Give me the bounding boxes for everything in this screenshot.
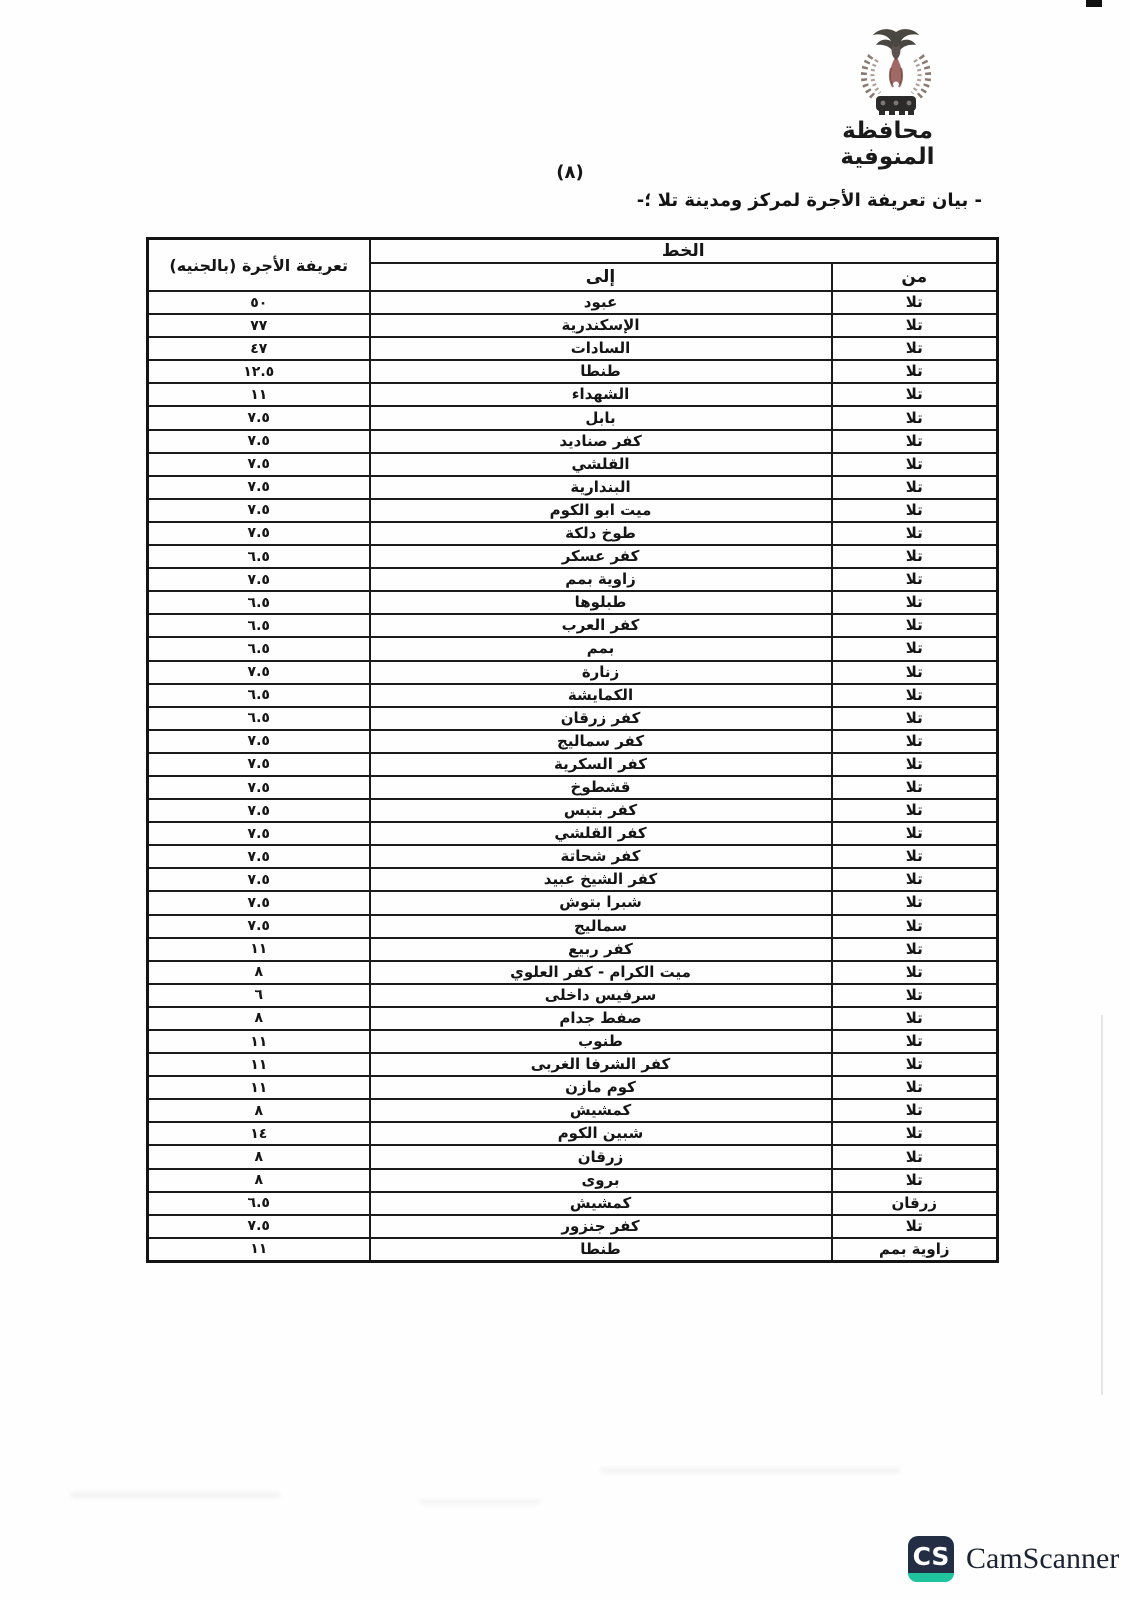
from-cell: تلا [832, 753, 998, 776]
governorate-emblem-icon [850, 24, 942, 120]
destination-cell: سرفيس داخلى [370, 984, 832, 1007]
fare-value-cell: ٦.٥ [148, 684, 370, 707]
destination-cell: كوم مازن [370, 1076, 832, 1099]
destination-cell: السادات [370, 337, 832, 360]
scan-smudge [420, 1500, 540, 1504]
from-cell: تلا [832, 707, 998, 730]
from-cell: تلا [832, 1099, 998, 1122]
fare-table-row [148, 1145, 998, 1168]
fare-table-row [148, 291, 998, 314]
fare-table-row [148, 961, 998, 984]
from-cell: تلا [832, 522, 998, 545]
destination-cell: عبود [370, 291, 832, 314]
destination-cell: كفر سماليج [370, 730, 832, 753]
from-cell: تلا [832, 684, 998, 707]
fare-value-cell: ٦.٥ [148, 614, 370, 637]
from-cell: تلا [832, 1076, 998, 1099]
fare-value-cell: ١١ [148, 383, 370, 406]
fare-value-cell: ١١ [148, 1076, 370, 1099]
fare-value-cell: ٨ [148, 1145, 370, 1168]
from-cell: تلا [832, 637, 998, 660]
destination-cell: الشهداء [370, 383, 832, 406]
from-cell: تلا [832, 822, 998, 845]
fare-table-row [148, 707, 998, 730]
fare-table-row [148, 684, 998, 707]
from-cell: تلا [832, 845, 998, 868]
destination-cell: شبرا بتوش [370, 891, 832, 914]
from-cell: تلا [832, 1007, 998, 1030]
fare-value-cell: ٧.٥ [148, 453, 370, 476]
from-cell: تلا [832, 1122, 998, 1145]
from-cell: تلا [832, 314, 998, 337]
fare-table-row [148, 1122, 998, 1145]
fare-value-cell: ٧.٥ [148, 430, 370, 453]
from-cell: تلا [832, 1030, 998, 1053]
fare-table-row [148, 453, 998, 476]
camscanner-watermark [908, 1536, 1119, 1582]
destination-cell: طبلوها [370, 591, 832, 614]
destination-cell: طنطا [370, 360, 832, 383]
fare-table-body [148, 291, 998, 1261]
destination-cell: طوخ دلكة [370, 522, 832, 545]
fare-table-header [148, 239, 998, 292]
fare-table-row [148, 845, 998, 868]
destination-cell: زنارة [370, 661, 832, 684]
fare-table-row [148, 984, 998, 1007]
fare-value-cell: ٧.٥ [148, 845, 370, 868]
from-cell: تلا [832, 383, 998, 406]
destination-cell: طنطا [370, 1238, 832, 1262]
destination-cell: الكمايشة [370, 684, 832, 707]
from-cell: تلا [832, 545, 998, 568]
scan-artifact-mark [1086, 0, 1102, 7]
destination-cell: كفر ربيع [370, 938, 832, 961]
from-cell: زاوية بمم [832, 1238, 998, 1262]
from-cell: تلا [832, 476, 998, 499]
fare-table-row [148, 545, 998, 568]
destination-cell: القلشي [370, 453, 832, 476]
scan-smudge [600, 1468, 900, 1473]
destination-cell: البندارية [370, 476, 832, 499]
fare-table-row [148, 430, 998, 453]
fare-value-cell: ٧.٥ [148, 1215, 370, 1238]
fare-table-row [148, 337, 998, 360]
destination-cell: كفر جنزور [370, 1215, 832, 1238]
fare-table [146, 237, 999, 1263]
fare-table-row [148, 868, 998, 891]
fare-table-row [148, 1099, 998, 1122]
page-number: (٨) [556, 162, 584, 183]
from-cell: تلا [832, 591, 998, 614]
destination-cell: كفر الشيخ عبيد [370, 868, 832, 891]
destination-cell: كمشيش [370, 1099, 832, 1122]
fare-value-cell: ٧.٥ [148, 915, 370, 938]
fare-table-row [148, 938, 998, 961]
governorate-name: محافظة المنوفية [840, 118, 935, 170]
fare-value-cell: ٤٧ [148, 337, 370, 360]
from-cell: تلا [832, 938, 998, 961]
table-header-fare: تعريفة الأجرة (بالجنيه) [148, 239, 370, 292]
fare-table-row [148, 1007, 998, 1030]
destination-cell: بروى [370, 1169, 832, 1192]
fare-table-row [148, 915, 998, 938]
fare-table-row [148, 1053, 998, 1076]
fare-table-row [148, 730, 998, 753]
fare-value-cell: ٧.٥ [148, 522, 370, 545]
from-cell: تلا [832, 1053, 998, 1076]
fare-value-cell: ٦.٥ [148, 1192, 370, 1215]
destination-cell: كفر السكرية [370, 753, 832, 776]
destination-cell: كفر شحاتة [370, 845, 832, 868]
from-cell: تلا [832, 1215, 998, 1238]
from-cell: تلا [832, 291, 998, 314]
document-title: - بيان تعريفة الأجرة لمركز ومدينة تلا ؛- [636, 190, 982, 211]
from-cell: تلا [832, 915, 998, 938]
camscanner-logo-icon [908, 1536, 954, 1582]
fare-value-cell: ٧.٥ [148, 822, 370, 845]
from-cell: تلا [832, 984, 998, 1007]
destination-cell: كفر زرقان [370, 707, 832, 730]
destination-cell: طنوب [370, 1030, 832, 1053]
from-cell: تلا [832, 568, 998, 591]
fare-value-cell: ٧.٥ [148, 406, 370, 429]
fare-value-cell: ٧.٥ [148, 661, 370, 684]
fare-value-cell: ٥٠ [148, 291, 370, 314]
fare-table-row [148, 891, 998, 914]
fare-table-row [148, 1238, 998, 1262]
fare-value-cell: ٨ [148, 1169, 370, 1192]
fare-table-row [148, 799, 998, 822]
from-cell: تلا [832, 799, 998, 822]
fare-value-cell: ٧.٥ [148, 499, 370, 522]
fare-value-cell: ٦.٥ [148, 637, 370, 660]
destination-cell: كفر القلشي [370, 822, 832, 845]
fare-table-row [148, 499, 998, 522]
from-cell: زرقان [832, 1192, 998, 1215]
fare-value-cell: ٦.٥ [148, 707, 370, 730]
destination-cell: شبين الكوم [370, 1122, 832, 1145]
fare-value-cell: ٧.٥ [148, 799, 370, 822]
fare-value-cell: ٦.٥ [148, 591, 370, 614]
fare-table-row [148, 1215, 998, 1238]
fare-table-row [148, 591, 998, 614]
fare-value-cell: ٨ [148, 961, 370, 984]
scan-smudge [70, 1492, 280, 1498]
fare-value-cell: ١١ [148, 1238, 370, 1262]
fare-table-row [148, 1169, 998, 1192]
fare-value-cell: ٧.٥ [148, 868, 370, 891]
destination-cell: الإسكندرية [370, 314, 832, 337]
fare-table-row [148, 1192, 998, 1215]
destination-cell: كفر صناديد [370, 430, 832, 453]
fare-value-cell: ٧.٥ [148, 730, 370, 753]
from-cell: تلا [832, 360, 998, 383]
fare-table-row [148, 1076, 998, 1099]
from-cell: تلا [832, 868, 998, 891]
fare-table-row [148, 614, 998, 637]
from-cell: تلا [832, 891, 998, 914]
fare-value-cell: ٧.٥ [148, 891, 370, 914]
fare-value-cell: ٧.٥ [148, 568, 370, 591]
destination-cell: صفط جدام [370, 1007, 832, 1030]
fare-table-row [148, 661, 998, 684]
from-cell: تلا [832, 430, 998, 453]
destination-cell: كفر عسكر [370, 545, 832, 568]
destination-cell: كفر بتبس [370, 799, 832, 822]
fare-value-cell: ١٤ [148, 1122, 370, 1145]
destination-cell: كمشيش [370, 1192, 832, 1215]
destination-cell: كفر الشرفا الغربى [370, 1053, 832, 1076]
fare-value-cell: ٧.٥ [148, 753, 370, 776]
camscanner-logo-text: CS [912, 1541, 950, 1571]
destination-cell: ميت الكرام - كفر العلوي [370, 961, 832, 984]
destination-cell: بابل [370, 406, 832, 429]
fare-table-row [148, 406, 998, 429]
fare-value-cell: ٨ [148, 1099, 370, 1122]
fare-value-cell: ٦ [148, 984, 370, 1007]
fare-table-row [148, 1030, 998, 1053]
from-cell: تلا [832, 406, 998, 429]
fare-value-cell: ١١ [148, 1053, 370, 1076]
fare-table-row [148, 383, 998, 406]
fare-table-row [148, 753, 998, 776]
from-cell: تلا [832, 961, 998, 984]
fare-value-cell: ٨ [148, 1007, 370, 1030]
destination-cell: ميت ابو الكوم [370, 499, 832, 522]
fare-value-cell: ١١ [148, 1030, 370, 1053]
fare-table-row [148, 822, 998, 845]
fare-value-cell: ٧.٥ [148, 476, 370, 499]
fare-table-row [148, 314, 998, 337]
scan-edge-line [1101, 1015, 1103, 1395]
destination-cell: قشطوخ [370, 776, 832, 799]
destination-cell: بمم [370, 637, 832, 660]
from-cell: تلا [832, 776, 998, 799]
from-cell: تلا [832, 661, 998, 684]
fare-value-cell: ٧.٥ [148, 776, 370, 799]
destination-cell: كفر العرب [370, 614, 832, 637]
from-cell: تلا [832, 614, 998, 637]
fare-value-cell: ٦.٥ [148, 545, 370, 568]
fare-value-cell: ١٢.٥ [148, 360, 370, 383]
destination-cell: زرقان [370, 1145, 832, 1168]
fare-table-row [148, 476, 998, 499]
from-cell: تلا [832, 453, 998, 476]
destination-cell: سماليج [370, 915, 832, 938]
table-header-line: الخط [370, 239, 998, 264]
destination-cell: زاوية بمم [370, 568, 832, 591]
from-cell: تلا [832, 499, 998, 522]
camscanner-label: CamScanner [966, 1542, 1120, 1575]
fare-value-cell: ٧٧ [148, 314, 370, 337]
from-cell: تلا [832, 730, 998, 753]
camscanner-logo-accent [908, 1573, 954, 1582]
table-header-to: إلى [370, 263, 832, 291]
fare-value-cell: ١١ [148, 938, 370, 961]
fare-table-row [148, 360, 998, 383]
fare-table-row [148, 637, 998, 660]
table-header-from: من [832, 263, 998, 291]
from-cell: تلا [832, 1169, 998, 1192]
fare-table-row [148, 776, 998, 799]
from-cell: تلا [832, 337, 998, 360]
fare-table-row [148, 522, 998, 545]
fare-table-row [148, 568, 998, 591]
from-cell: تلا [832, 1145, 998, 1168]
